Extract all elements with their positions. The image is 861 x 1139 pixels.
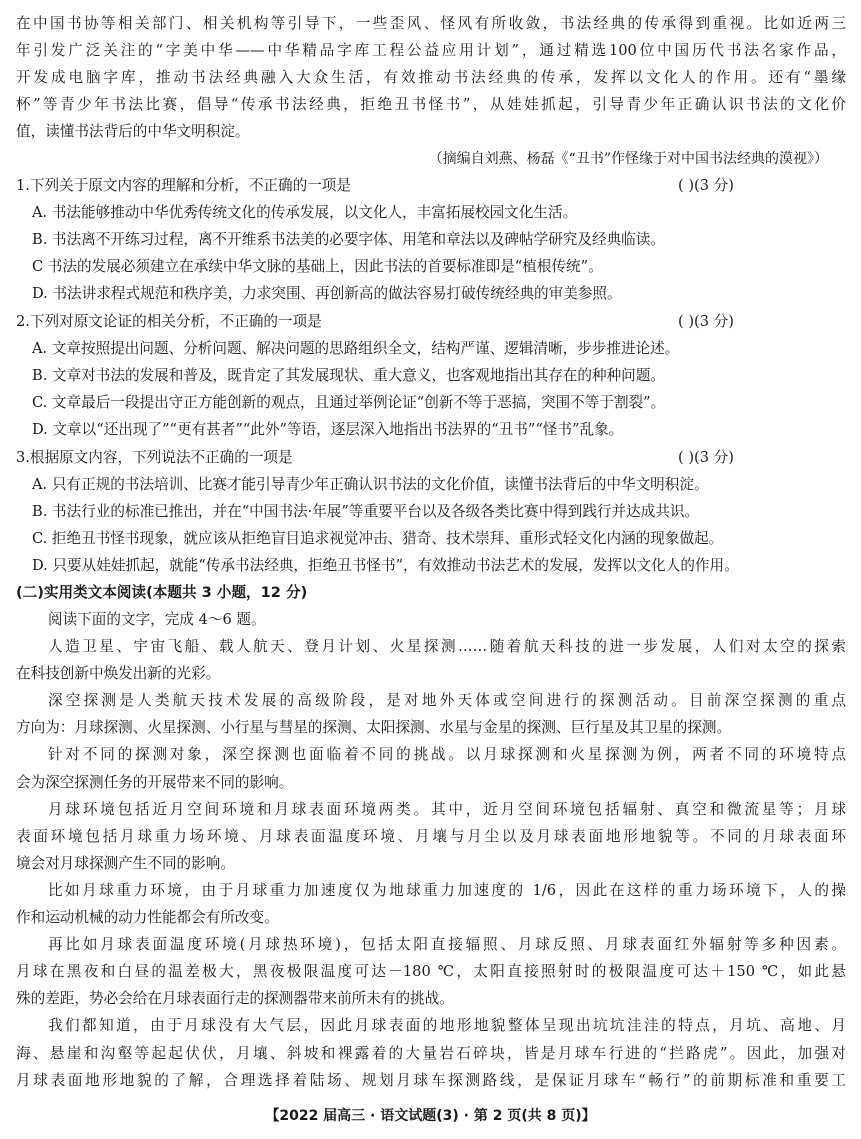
question-1-option-b: B. 书法离不开练习过程，离不开维系书法美的必要字体、用笔和章法以及碑帖学研究及经典临读。 xyxy=(32,231,665,248)
passage-line: 表面环境包括月球重力场环境、月球表面温度环境、月壤与月尘以及月球表面地形地貌等。不同的月球表面环 xyxy=(16,827,846,845)
passage-line: 深空探测是人类航天技术发展的高级阶段，是对地外天体或空间进行的探测活动。目前深空探测的重点 xyxy=(48,692,846,710)
question-2-option-d: D. 文章以“还出现了”“更有甚者”“此外”等语，逐层深入地指出书法界的“丑书”“怪书”乱象。 xyxy=(32,421,624,438)
question-3-option-d: D. 只要从娃娃抓起，就能“传承书法经典，拒绝丑书怪书”，有效推动书法艺术的发展，发挥以文化人的作用。 xyxy=(32,557,739,574)
passage-line: 再比如月球表面温度环境(月球热环境)，包括太阳直接辐照、月球反照、月球表面红外辐射等多种因素。 xyxy=(48,936,846,954)
passage-line: 月球在黑夜和白昼的温差极大，黑夜极限温度可达－180 ℃，太阳直接照射时的极限温度可达＋150 ℃，如此悬 xyxy=(16,963,846,981)
question-1-score: ( )(3 分) xyxy=(678,177,734,194)
passage-line: 开发成电脑字库，推动书法经典融入大众生活，有效推动书法经典的传承，发挥以文化人的作用。还有“墨缘 xyxy=(16,69,846,86)
passage-line: 比如月球重力环境，由于月球重力加速度仅为地球重力加速度的 1/6，因此在这样的重力场环境下，人的操 xyxy=(48,881,846,899)
passage-line: 年引发广泛关注的“字美中华——中华精品字库工程公益应用计划”，通过精选100位中国历代书法名家作品， xyxy=(16,42,846,59)
question-1-stem: 1.下列关于原文内容的理解和分析，不正确的一项是 xyxy=(16,177,351,194)
passage-line: 人造卫星、宇宙飞船、载人航天、登月计划、火星探测……随着航天科技的进一步发展，人们对太空的探索 xyxy=(48,638,846,655)
question-1-option-d: D. 书法讲求程式规范和秩序美，力求突围、再创新高的做法容易打破传统经典的审美参照。 xyxy=(32,285,622,302)
question-1-option-a: A. 书法能够推动中华优秀传统文化的传承发展，以文化人，丰富拓展校园文化生活。 xyxy=(32,204,578,221)
question-2-option-c: C. 文章最后一段提出守正方能创新的观点，且通过举例论证“创新不等于恶搞，突围不等于割裂”。 xyxy=(32,394,666,411)
question-2-option-a: A. 文章按照提出问题、分析问题、解决问题的思路组织全文，结构严谨、逻辑清晰，步步推进论述。 xyxy=(32,340,680,357)
question-3-stem: 3.根据原文内容，下列说法不正确的一项是 xyxy=(16,449,293,466)
passage-line: 我们都知道，由于月球没有大气层，因此月球表面的地形地貌整体呈现出坑坑洼洼的特点，月坑、高地、月 xyxy=(48,1017,846,1035)
passage-line: 海、悬崖和沟壑等起起伏伏，月壤、斜坡和裸露着的大量岩石碎块，皆是月球车行进的“拦路虎”。因此，加强对 xyxy=(16,1044,846,1062)
passage-line: 方向为：月球探测、火星探测、小行星与彗星的探测、太阳探测、水星与金星的探测、巨行星及其卫星的探测。 xyxy=(16,719,732,737)
question-2-stem: 2.下列对原文论证的相关分析，不正确的一项是 xyxy=(16,313,322,330)
passage-line: 在中国书协等相关部门、相关机构等引导下，一些歪风、怪风有所收敛，书法经典的传承得到重视。比如近两三 xyxy=(16,15,846,32)
question-3-score: ( )(3 分) xyxy=(678,449,734,466)
passage-line: 境会对月球探测产生不同的影响。 xyxy=(16,854,235,872)
passage-line: 月球环境包括近月空间环境和月球表面环境两类。其中，近月空间环境包括辐射、真空和微流星等；月球 xyxy=(48,800,846,818)
reading-instruction: 阅读下面的文字，完成 4～6 题。 xyxy=(48,611,266,628)
page-footer: 【2022 届高三 · 语文试题(3) · 第 2 页(共 8 页)】 xyxy=(265,1108,596,1124)
passage-line: 值，读懂书法背后的中华文明积淀。 xyxy=(16,123,250,140)
question-3-option-a: A. 只有正规的书法培训、比赛才能引导青少年正确认识书法的文化价值，读懂书法背后的中华文明积淀。 xyxy=(32,476,709,493)
source-citation: （摘编自刘燕、杨磊《“丑书”作怪缘于对中国书法经典的漠视》） xyxy=(428,151,828,167)
passage-line: 会为深空探测任务的开展带来不同的影响。 xyxy=(16,773,294,791)
section-title: (二)实用类文本阅读(本题共 3 小题，12 分) xyxy=(16,584,308,601)
question-3-option-c: C. 拒绝丑书怪书现象，就应该从拒绝盲目追求视觉冲击、猎奇、技术崇拜、重形式轻文化内涵的现象做起。 xyxy=(32,530,724,547)
question-1-option-c: C 书法的发展必须建立在承续中华文脉的基础上，因此书法的首要标准即是“植根传统”。 xyxy=(32,258,603,275)
passage-line: 月球表面地形地貌的了解，合理选择着陆场、规划月球车探测路线，是保证月球车“畅行”的前期标准和重要工 xyxy=(16,1071,846,1089)
question-3-option-b: B. 书法行业的标准已推出，并在“中国书法·年展”等重要平台以及各级各类比赛中得到践行并达成共识。 xyxy=(32,503,700,520)
passage-line: 殊的差距，势必会给在月球表面行走的探测器带来前所未有的挑战。 xyxy=(16,990,454,1008)
passage-line: 针对不同的探测对象，深空探测也面临着不同的挑战。以月球探测和火星探测为例，两者不同的环境特点 xyxy=(48,746,846,764)
question-2-option-b: B. 文章对书法的发展和普及，既肯定了其发展现状、重大意义，也客观地指出其存在的种种问题。 xyxy=(32,367,665,384)
question-2-score: ( )(3 分) xyxy=(678,313,734,330)
passage-line: 在科技创新中焕发出新的光彩。 xyxy=(16,665,221,683)
passage-line: 作和运动机械的动力性能都会有所改变。 xyxy=(16,909,279,926)
passage-line: 杯”等青少年书法比赛，倡导“传承书法经典，拒绝丑书怪书”，从娃娃抓起，引导青少年正确认识书法的文化价 xyxy=(16,96,846,113)
